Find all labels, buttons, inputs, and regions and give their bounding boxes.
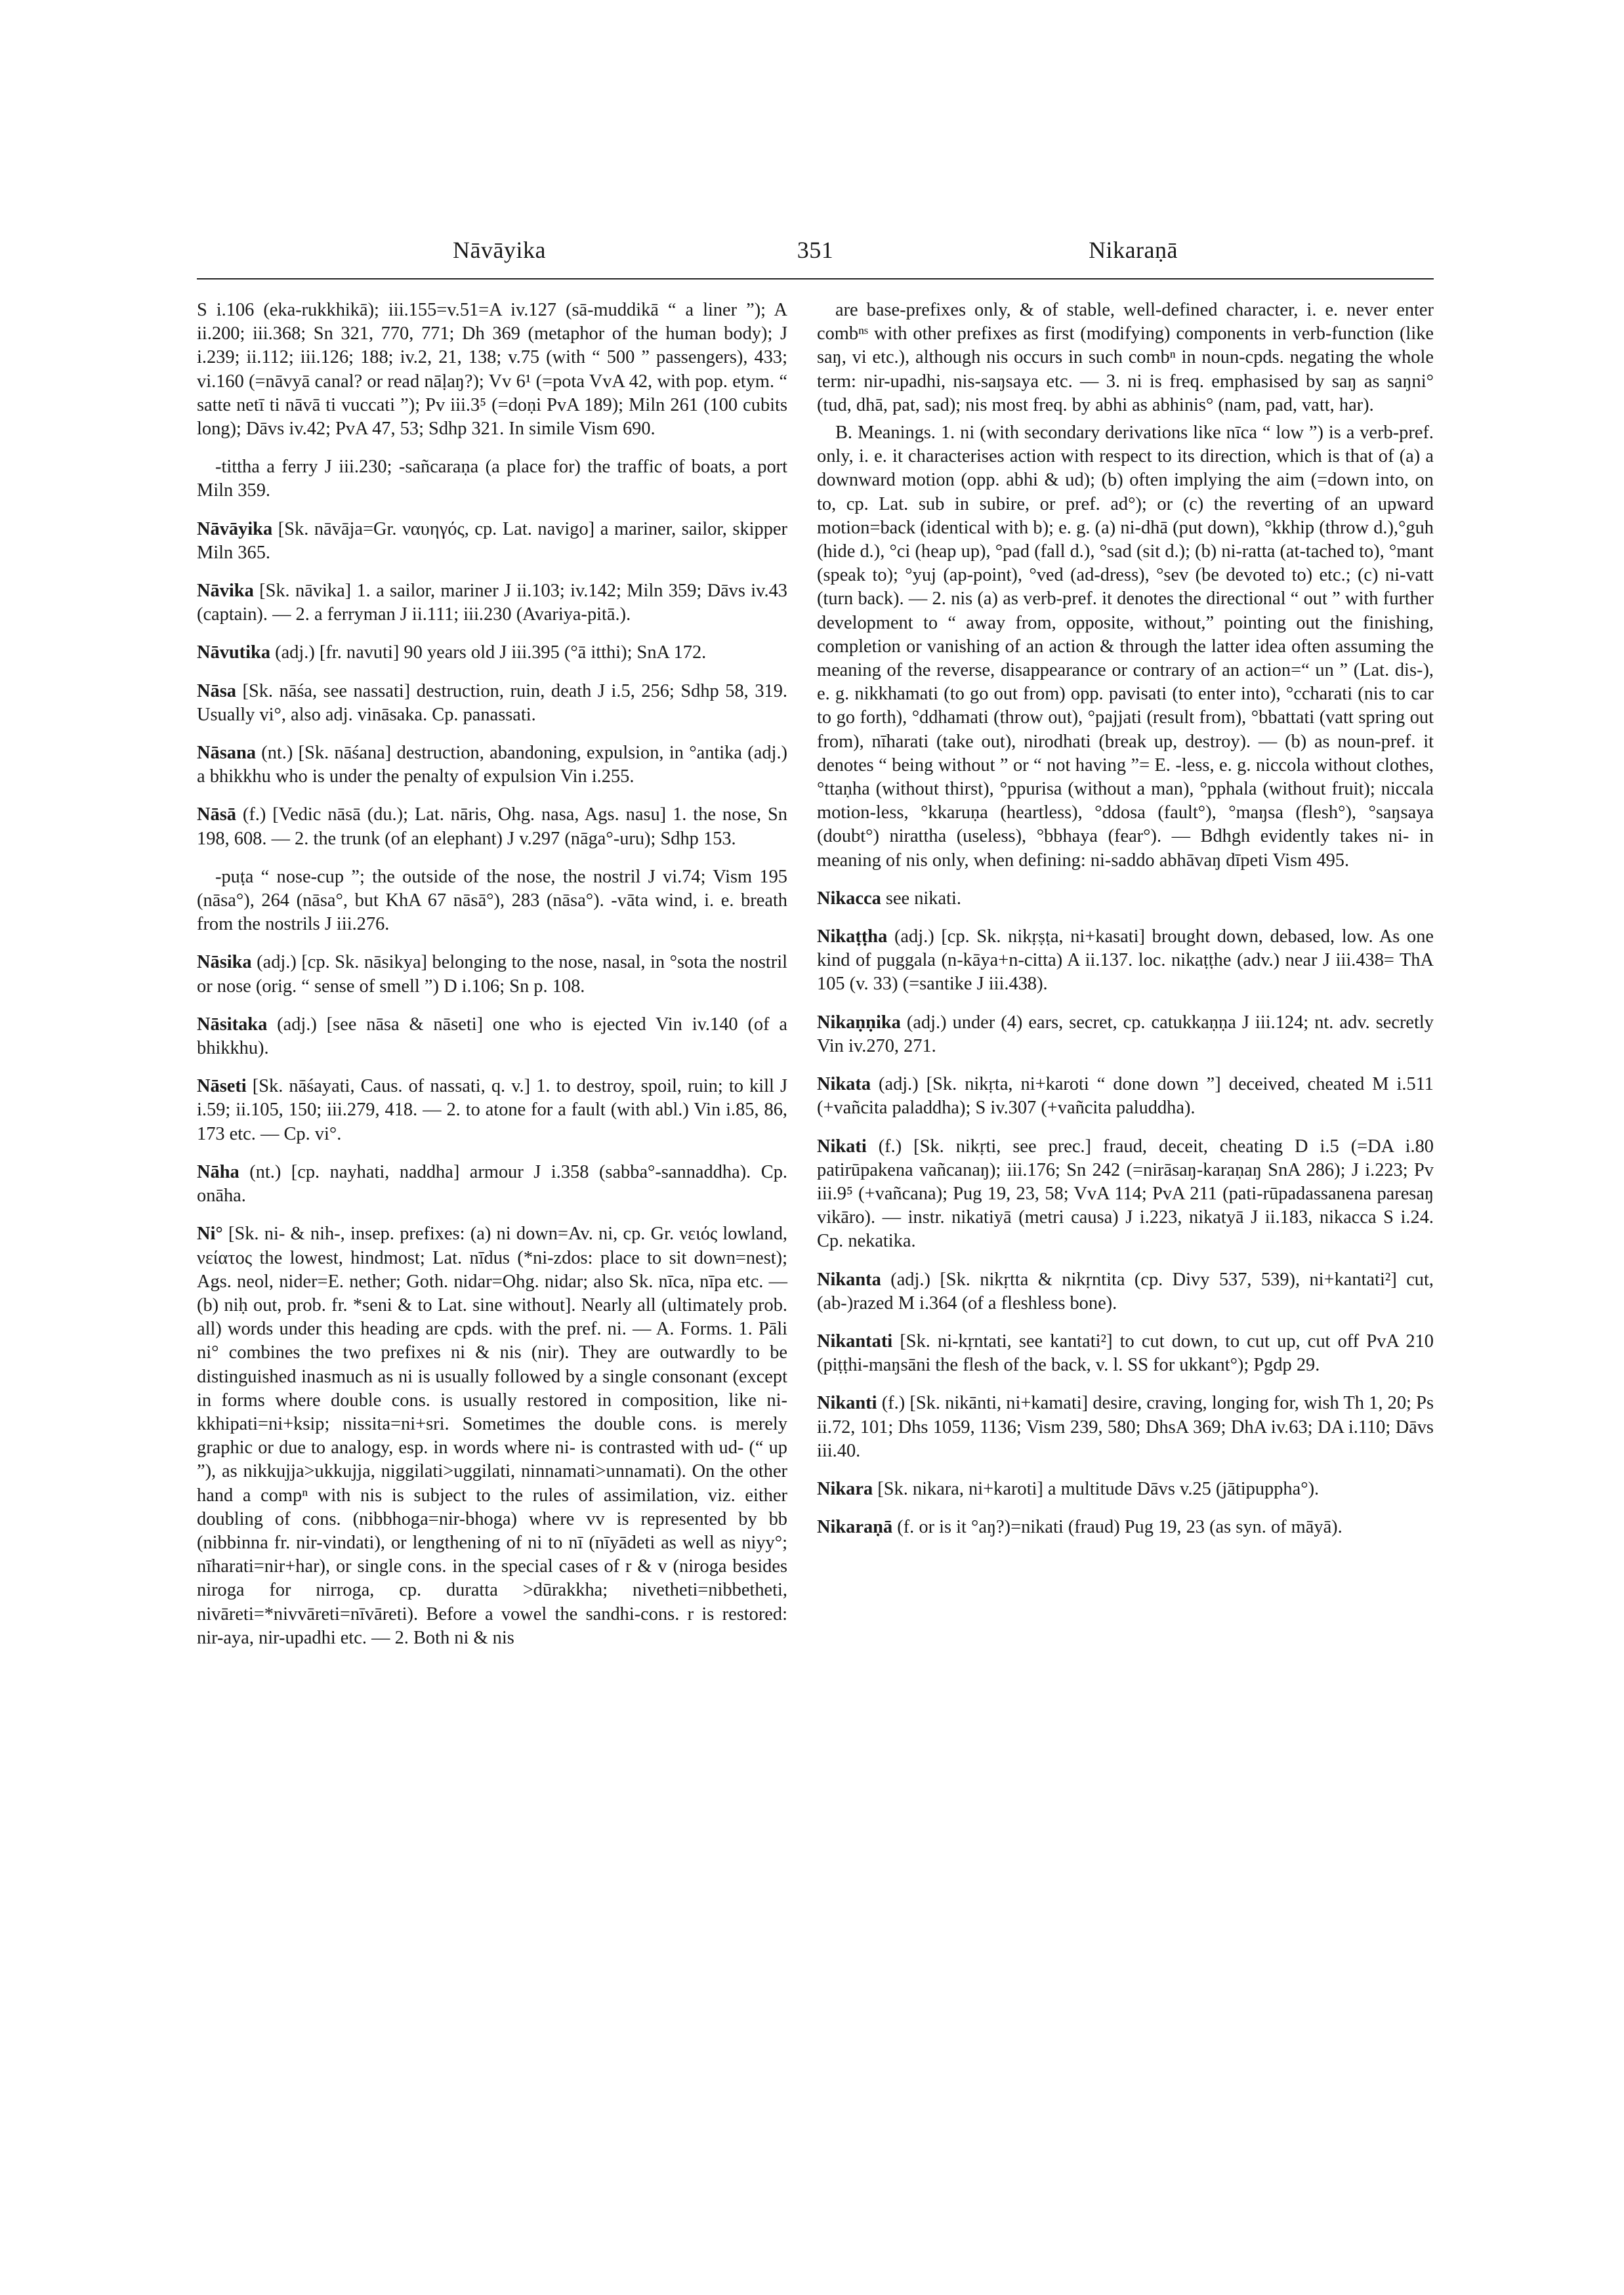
dictionary-entry: [817, 1073, 1434, 1120]
dictionary-entry: [817, 1268, 1434, 1315]
definition: (adj.) [Sk. nikṛtta & nikṛntita (cp. Divy 537, 539), ni+kantati²] cut, (ab-)razed M i.364 (of a fleshless bone).: [817, 1269, 1434, 1313]
headword: Nikaṭṭha: [817, 926, 888, 947]
continued-entry: S i.106 (eka-rukkhikā); iii.155=v.51=A iv.127 (sā-muddikā “ a liner ”); A ii.200; iii.368; Sn 321, 770, 771; Dh 369 (metaphor of the human body); J i.239; ii.112; iii.126; 188; iv.2, 21, 138; v.75 (with “ 500 ” passengers), 433; vi.160 (=nāvyā canal? or read nāḷaŋ?); Vv 6¹ (=pota VvA 42, with pop. etym. “ satte netī ti nāvā ti vuccati ”); Pv iii.3⁵ (=doṇi PvA 189); Miln 261 (100 cubits long); Dāvs iv.42; PvA 47, 53; Sdhp 321. In simile Vism 690.: [197, 300, 787, 440]
dictionary-entry: [197, 1161, 787, 1208]
definition: (nt.) [Sk. nāśana] destruction, abandoning, expulsion, in °antika (adj.) a bhikkhu who is under the penalty of expulsion Vin i.255.: [197, 743, 787, 787]
definition: (adj.) [Sk. nikṛta, ni+karoti “ done down ”] deceived, cheated M i.511 (+vañcita paladdha); S iv.307 (+vañcita paluddha).: [817, 1074, 1434, 1119]
headword: Nikata: [817, 1074, 871, 1095]
continued-entry-compounds: -tittha a ferry J iii.230; -sañcaraṇa (a place for) the traffic of boats, a port Miln 359.: [197, 457, 787, 501]
dictionary-entry: [817, 1330, 1434, 1377]
dictionary-entry: [817, 1516, 1434, 1539]
headword: Nāsana: [197, 743, 256, 764]
dictionary-entry: [817, 1478, 1434, 1501]
headword: Nāvutika: [197, 642, 271, 663]
definition: see nikati.: [881, 888, 961, 909]
definition: [Sk. nāvāja=Gr. ναυηγός, cp. Lat. navigo] a mariner, sailor, skipper Miln 365.: [197, 518, 787, 563]
headword: Nāha: [197, 1161, 239, 1182]
headword: Nāsitaka: [197, 1014, 268, 1035]
definition: (adj.) under (4) ears, secret, cp. catukkaṇṇa J iii.124; nt. adv. secretly Vin iv.270, 271.: [817, 1012, 1434, 1056]
dictionary-entry: [197, 741, 787, 789]
dictionary-entry: [817, 925, 1434, 997]
definition: [Sk. nāśa, see nassati] destruction, ruin, death J i.5, 256; Sdhp 58, 319. Usually vi°, also adj. vināsaka. Cp. panassati.: [197, 680, 787, 725]
definition: [Sk. nāvika] 1. a sailor, mariner J ii.103; iv.142; Miln 359; Dāvs iv.43 (captain). — 2. a ferryman J ii.111; iii.230 (Avariya-pitā.).: [197, 581, 787, 625]
definition: (nt.) [cp. nayhati, naddha] armour J i.358 (sabba°-sannaddha). Cp. onāha.: [197, 1161, 787, 1207]
definition: [Sk. nikara, ni+karoti] a multitude Dāvs v.25 (jātipuppha°).: [873, 1478, 1320, 1499]
headword: Nikanti: [817, 1393, 877, 1414]
headword: Nāsa: [197, 680, 236, 701]
right-column: [817, 299, 1434, 1554]
dictionary-entry: [197, 518, 787, 565]
headword: Nikanta: [817, 1269, 881, 1290]
continued-paragraph: B. Meanings. 1. ni (with secondary derivations like nīca “ low ”) is a verb-pref. only, i. e. it characterises action with respect to its direction, which is that of (a) a downward motion (opp. abhi & ud); (b) often implying the aim (=down into, on to, cp. Lat. sub in subire, or pref. ad°); or (c) the reverting of an upward motion=back (identical with b); e. g. (a) ni-dhā (put down), °kkhip (throw d.),°guh (hide d.), °ci (heap up), °pad (fall d.), °sad (sit d.); (b) ni-ratta (at-tached to), °mant (speak to); °yuj (ap-point), °ved (ad-dress), °sev (be devoted to) etc.; (c) ni-vatt (turn back). — 2. nis (a) as verb-pref. it denotes the directional “ out ” with further development to “ away from, opposite, without,” pointing out the finishing, completion or vanishing of an action & through the latter idea often assuming the meaning of the reverse, disappearance or contrary of an action=“ un ” (Lat. dis-), e. g. nikkhamati (to go out from) opp. pavisati (to enter into), °ccharati (nis to car to go forth), °ddhamati (throw out), °pajjati (result from), °bbattati (vatt spring out from), nīharati (take out), nirodhati (break up, destroy). — (b) as noun-pref. it denotes “ being without ” or “ not having ”= E. -less, e. g. niccola without clothes, °ttaṇha (without thirst), °ppurisa (without a man), °pphala (without fruit); niccala motion-less, °kkaruṇa (heartless), °ddosa (fault°), °maŋsa (flesh°), °saŋsaya (doubt°) nirattha (useless), °bbhaya (fear°). — Bdhgh evidently takes ni- in meaning of nis only, when defining: ni-saddo abhāvaŋ dīpeti Vism 495.: [817, 423, 1434, 871]
definition: (adj.) [cp. Sk. nikṛṣṭa, ni+kasati] brought down, debased, low. As one kind of puggala (n-kāya+n-citta) A ii.137. loc. nikaṭṭhe (adv.) near J iii.438= ThA 105 (v. 33) (=santike J iii.438).: [817, 926, 1434, 995]
dictionary-entry: [197, 1222, 787, 1650]
definition: [Sk. nāśayati, Caus. of nassati, q. v.] 1. to destroy, spoil, ruin; to kill J i.59; ii.105, 150; iii.279, 418. — 2. to atone for a fault (with abl.) Vin i.85, 86, 173 etc. — Cp. vi°.: [197, 1076, 787, 1144]
page-number: 351: [797, 237, 834, 263]
header-rule: [197, 278, 1434, 279]
definition: [Sk. ni-kṛntati, see kantati²] to cut down, to cut up, cut off PvA 210 (piṭṭhi-maŋsāni the flesh of the back, v. l. SS for ukkant°); Pgdp 29.: [817, 1331, 1434, 1376]
definition: [Sk. ni- & nih-, insep. prefixes: (a) ni down=Av. ni, cp. Gr. νειός lowland, νείατος the lowest, hindmost; Lat. nīdus (*ni-zdos: place to sit down=nest); Ags. neol, nider=E. nether; Goth. nidar=Ohg. nidar; also Sk. nīca, nīpa etc. — (b) niḥ out, prob. fr. *seni & to Lat. sine without]. Nearly all (ultimately prob. all) words under this heading are cpds. with the pref. ni. — A. Forms. 1. Pāli ni° combines the two prefixes ni & nis (nir). They are outwardly to be distinguished inasmuch as ni is usually followed by a single consonant (except in forms where double cons. is usually restored in composition, like ni-kkhipati=ni+ksip; nissita=ni+sri. Sometimes the double cons. is merely graphic or due to analogy, esp. in words where ni- is contrasted with ud- (“ up ”), as nikkujja>ukkujja, niggilati>uggilati, ninnamati>unnamati). On the other hand a compⁿ with nis is subject to the rules of assimilation, viz. either doubling of cons. (nibbhoga=nir-bhoga) where vv is represented by bb (nibbinna fr. nir-vindati), or lengthening of ni to nī (nīyādeti as well as niyy°; nīharati=nir+har), or single cons. in the special cases of r & v (niroga besides niroga for nirroga, cp. duratta >dūrakkha; nivetheti=nibbetheti, nivāreti=*nivvāreti=nīvāreti). Before a vowel the sandhi-cons. r is restored: nir-aya, nir-upadhi etc. — 2. Both ni & nis: [197, 1224, 787, 1648]
headword: Nāsika: [197, 952, 252, 973]
page-header: [197, 236, 1434, 282]
dictionary-entry: [197, 1075, 787, 1146]
definition: (f.) [Sk. nikṛti, see prec.] fraud, deceit, cheating D i.5 (=DA i.80 patirūpakena vañcanaŋ); iii.176; Sn 242 (=nirāsaŋ-karaṇaŋ SnA 286); J i.223; Pv iii.9⁵ (+vañcana); Pug 19, 23, 58; VvA 114; PvA 211 (pati-rūpadassanena paresaŋ vikāro). — instr. nikatiyā (metri causa) J i.223, nikatyā J ii.183, nikacca S i.24. Cp. nekatika.: [817, 1136, 1434, 1252]
definition: (f. or is it °aŋ?)=nikati (fraud) Pug 19, 23 (as syn. of māyā).: [892, 1517, 1343, 1538]
headword: Nikaṇṇika: [817, 1012, 901, 1033]
dictionary-entry: [197, 803, 787, 850]
headword: Nikaraṇā: [817, 1517, 893, 1538]
headword: Nāseti: [197, 1076, 247, 1097]
definition: -puṭa “ nose-cup ”; the outside of the nose, the nostril J vi.74; Vism 195 (nāsa°), 264 (nāsa°, but KhA 67 nāsā°), 283 (nāsa°). -vāta wind, i. e. breath from the nostrils J iii.276.: [197, 866, 787, 935]
dictionary-entry: [817, 1392, 1434, 1463]
continued-paragraph: are base-prefixes only, & of stable, well-defined character, i. e. never enter combⁿˢ with other prefixes as first (modifying) components in verb-function (like saŋ, vi etc.), although nis occurs in such combⁿ in noun-cpds. negating the whole term: nir-upadhi, nis-saŋsaya etc. — 3. ni is freq. emphasised by saŋ as saŋni° (tud, dhā, pat, sad); nis most freq. by abhi as abhinis° (nam, pad, vatt, har).: [817, 300, 1434, 415]
left-entries: [197, 518, 787, 1650]
right-entries: [817, 887, 1434, 1539]
dictionary-entry: [197, 680, 787, 727]
header-right-headword: Nikaraṇā: [1089, 237, 1178, 263]
dictionary-entry: [197, 951, 787, 998]
header-left-headword: Nāvāyika: [453, 237, 546, 263]
definition: (adj.) [see nāsa & nāseti] one who is ejected Vin iv.140 (of a bhikkhu).: [197, 1014, 787, 1059]
dictionary-entry: [817, 1135, 1434, 1254]
dictionary-entry: [197, 1013, 787, 1060]
headword: Nāsā: [197, 804, 236, 825]
headword: Nikantati: [817, 1331, 893, 1352]
definition: (f.) [Vedic nāsā (du.); Lat. nāris, Ohg. nasa, Ags. nasu] 1. the nose, Sn 198, 608. — 2. the trunk (of an elephant) J v.297 (nāga°-uru); Sdhp 153.: [197, 804, 787, 849]
headword: Ni°: [197, 1224, 223, 1245]
dictionary-entry: [197, 641, 787, 665]
definition: (adj.) [fr. navuti] 90 years old J iii.395 (°ā itthi); SnA 172.: [270, 642, 707, 663]
entry-compounds: [197, 865, 787, 937]
dictionary-entry: [817, 887, 1434, 911]
headword: Nāvika: [197, 581, 254, 602]
definition: (f.) [Sk. nikānti, ni+kamati] desire, craving, longing for, wish Th 1, 20; Ps ii.72, 101; Dhs 1059, 1136; Vism 239, 580; DhsA 369; DhA iv.63; DA i.110; Dāvs iii.40.: [817, 1393, 1434, 1461]
headword: Nikati: [817, 1136, 867, 1157]
dictionary-entry: [817, 1011, 1434, 1058]
left-column: [197, 299, 787, 1664]
headword: Nāvāyika: [197, 518, 273, 539]
definition: (adj.) [cp. Sk. nāsikya] belonging to the nose, nasal, in °sota the nostril or nose (orig. “ sense of smell ”) D i.106; Sn p. 108.: [197, 952, 787, 997]
headword: Nikacca: [817, 888, 881, 909]
dictionary-entry: [197, 579, 787, 627]
headword: Nikara: [817, 1478, 873, 1499]
